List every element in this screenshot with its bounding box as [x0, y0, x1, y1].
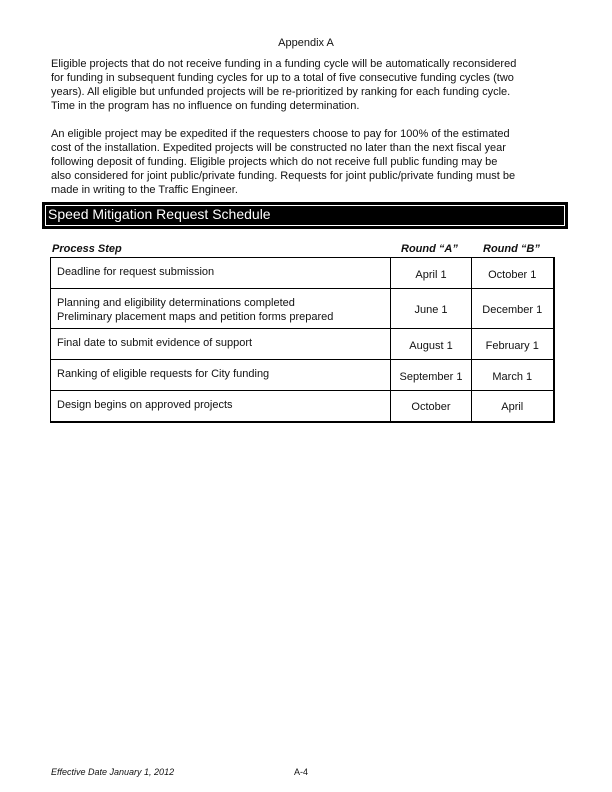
- schedule-table: [50, 257, 555, 423]
- round-b-cell: March 1: [472, 360, 554, 391]
- process-step-cell: [51, 289, 391, 329]
- table-row: [51, 360, 554, 391]
- round-b-cell: December 1: [472, 289, 554, 329]
- page-number: A-4: [294, 767, 309, 777]
- process-step-text: Preliminary placement maps and petition forms prepared: [57, 311, 334, 323]
- funding-cycle-paragraph: [51, 57, 566, 113]
- round-b-cell: April: [472, 391, 554, 422]
- round-b-cell: October 1: [472, 258, 554, 289]
- process-step-cell: [51, 329, 391, 360]
- round-a-cell: October: [391, 391, 472, 422]
- process-step-cell: [51, 360, 391, 391]
- table-row: [51, 329, 554, 360]
- paragraph-line: Eligible projects that do not receive funding in a funding cycle will be automatically reconsidered: [51, 58, 517, 70]
- process-step-text: Final date to submit evidence of support: [57, 337, 253, 349]
- section-banner: [42, 202, 568, 229]
- process-step-text: Deadline for request submission: [57, 266, 215, 278]
- paragraph-line: cost of the installation. Expedited projects will be constructed no later than the next fiscal year: [51, 142, 506, 154]
- table-row: [51, 289, 554, 329]
- table-row: [51, 391, 554, 422]
- expedite-paragraph: [51, 127, 566, 197]
- round-a-cell: September 1: [391, 360, 472, 391]
- appendix-title: Appendix A: [278, 37, 334, 49]
- column-header-process-step: Process Step: [52, 243, 122, 255]
- table-row: [51, 258, 554, 289]
- paragraph-line: An eligible project may be expedited if the requesters choose to pay for 100% of the estimated: [51, 128, 510, 140]
- round-a-cell: August 1: [391, 329, 472, 360]
- paragraph-line: following deposit of funding. Eligible projects which do not receive full public funding may be: [51, 156, 498, 168]
- paragraph-line: made in writing to the Traffic Engineer.: [51, 184, 238, 196]
- section-title: Speed Mitigation Request Schedule: [48, 206, 271, 222]
- process-step-text: Design begins on approved projects: [57, 399, 233, 411]
- paragraph-line: for funding in subsequent funding cycles for up to a total of five consecutive funding cycles (two: [51, 72, 514, 84]
- process-step-text: Ranking of eligible requests for City funding: [57, 368, 270, 380]
- process-step-cell: [51, 391, 391, 422]
- process-step-cell: [51, 258, 391, 289]
- round-a-cell: April 1: [391, 258, 472, 289]
- process-step-text: Planning and eligibility determinations completed: [57, 297, 295, 309]
- paragraph-line: Time in the program has no influence on funding determination.: [51, 100, 360, 112]
- column-header-round-b: Round “B”: [483, 243, 540, 255]
- paragraph-line: also considered for joint public/private funding. Requests for joint public/private funding must be: [51, 170, 516, 182]
- round-b-cell: February 1: [472, 329, 554, 360]
- effective-date-footer: Effective Date January 1, 2012: [51, 767, 175, 777]
- paragraph-line: years). All eligible but unfunded projects will be re-prioritized by ranking for each funding cycle.: [51, 86, 511, 98]
- round-a-cell: June 1: [391, 289, 472, 329]
- column-header-round-a: Round “A”: [401, 243, 458, 255]
